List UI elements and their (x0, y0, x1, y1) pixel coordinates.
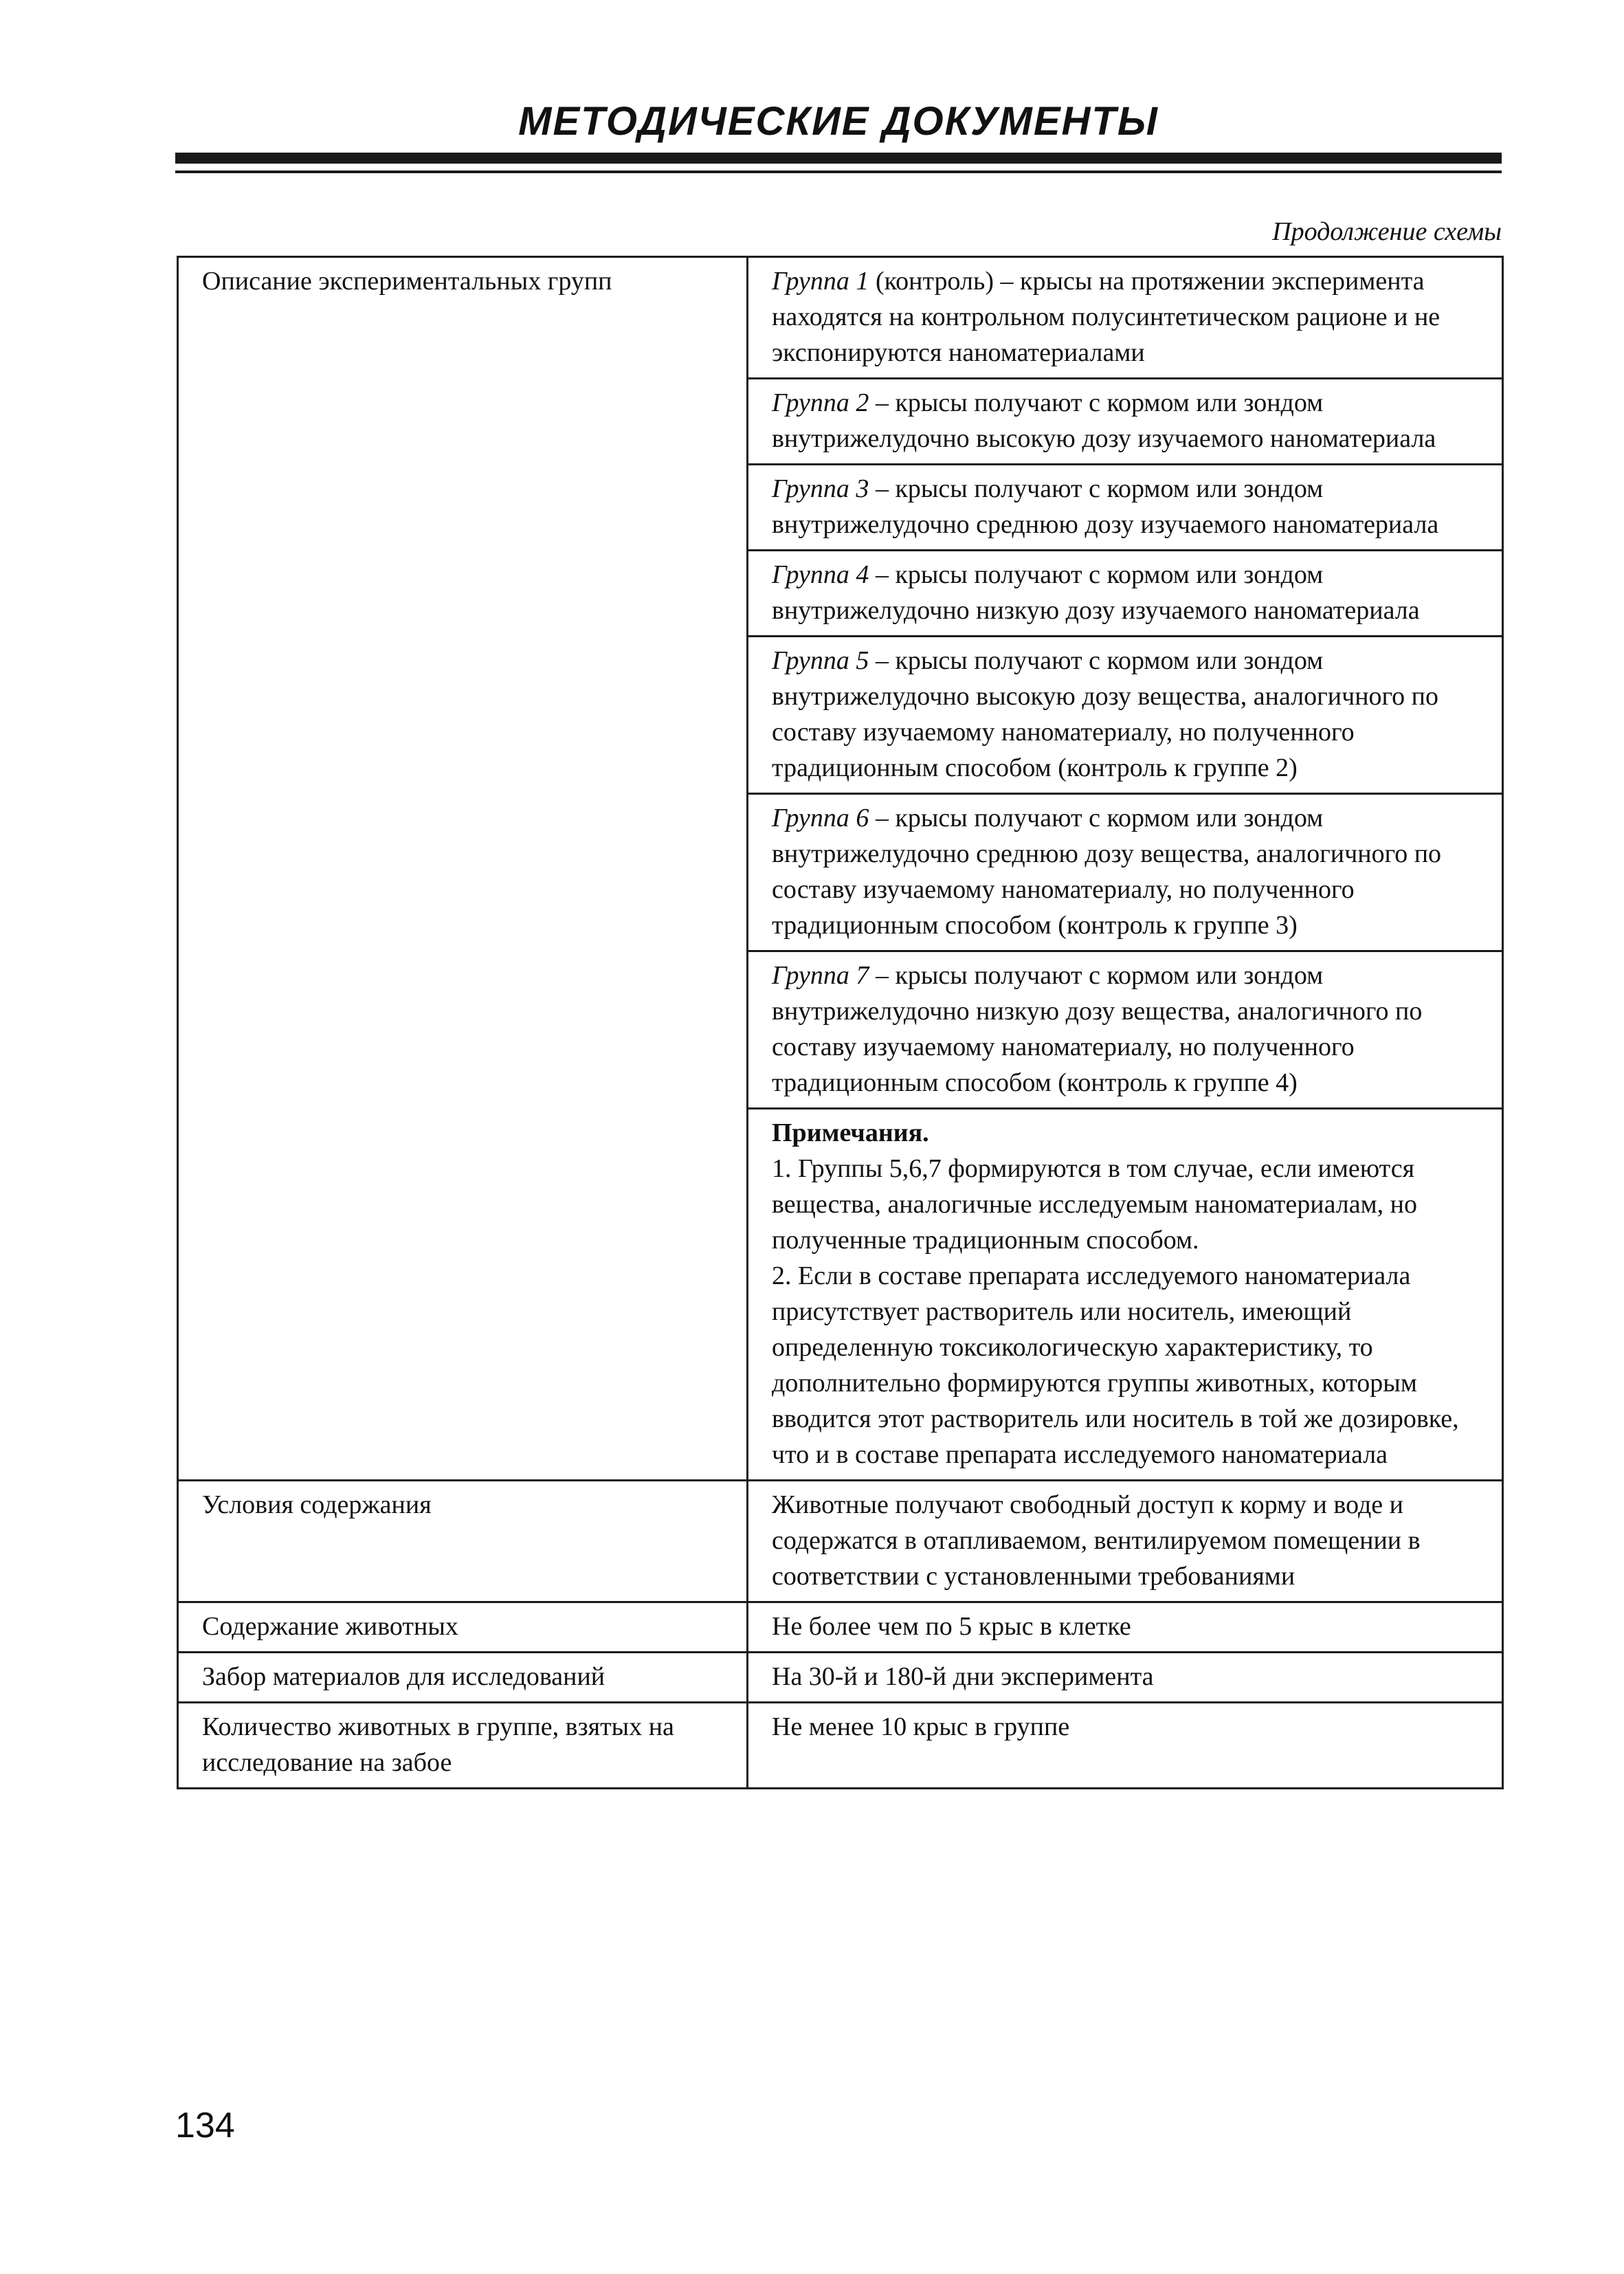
group-description: (контроль) – крысы на протяжении эксперимента находятся на контрольном полусинтетическом рационе и не экспонируются наноматериалами (772, 267, 1441, 367)
table-row (178, 257, 1503, 379)
note-item: 1. Группы 5,6,7 формируются в том случае, если имеются вещества, аналогичные исследуемым наноматериалам, но полученные традиционным способом. (772, 1154, 1417, 1255)
group-name: Группа 6 (772, 804, 869, 832)
group-name: Группа 2 (772, 388, 869, 417)
group-cell (748, 551, 1503, 637)
group-description: – крысы получают с кормом или зондом внутрижелудочно среднюю дозу вещества, аналогичного по составу изучаемому наноматериалу, но полученного традиционным способом (контроль к группе 3) (772, 804, 1442, 940)
row-value: Не менее 10 крыс в группе (748, 1703, 1503, 1789)
group-name: Группа 3 (772, 474, 869, 503)
table-row (178, 1653, 1503, 1703)
table-row (178, 1602, 1503, 1653)
row-label-groups: Описание экспериментальных групп (178, 257, 748, 1481)
page-header-title: МЕТОДИЧЕСКИЕ ДОКУМЕНТЫ (518, 99, 1159, 144)
continuation-caption: Продолжение схемы (1272, 217, 1502, 246)
header-rule-thin (175, 170, 1502, 173)
header-rule-thick (175, 153, 1502, 164)
group-description: – крысы получают с кормом или зондом внутрижелудочно низкую дозу вещества, аналогичного по составу изучаемому наноматериалу, но полученного традиционным способом (контроль к группе 4) (772, 961, 1423, 1097)
group-description: – крысы получают с кормом или зондом внутрижелудочно высокую дозу изучаемого наноматериала (772, 388, 1436, 453)
group-description: – крысы получают с кормом или зондом внутрижелудочно среднюю дозу изучаемого наноматериала (772, 474, 1439, 539)
row-label: Содержание животных (178, 1602, 748, 1653)
row-label: Условия содержания (178, 1481, 748, 1602)
group-name: Группа 7 (772, 961, 869, 990)
row-label: Забор материалов для исследований (178, 1653, 748, 1703)
group-name: Группа 5 (772, 646, 869, 675)
table-row (178, 1703, 1503, 1789)
group-description: – крысы получают с кормом или зондом внутрижелудочно высокую дозу вещества, аналогичного по составу изучаемому наноматериалу, но полученного традиционным способом (контроль к группе 2) (772, 646, 1439, 782)
row-value: Не более чем по 5 крыс в клетке (748, 1602, 1503, 1653)
notes-title: Примечания. (772, 1118, 929, 1147)
group-cell (748, 951, 1503, 1109)
note-item: 2. Если в составе препарата исследуемого наноматериала присутствует растворитель или носитель, имеющий определенную токсикологическую характеристику, то дополнительно формируются группы животных, которым вводится этот растворитель или носитель в той же дозировке, что и в составе препарата исследуемого наноматериала (772, 1261, 1459, 1469)
group-cell (748, 465, 1503, 551)
page-number: 134 (175, 2106, 235, 2145)
group-name: Группа 1 (772, 267, 869, 296)
group-cell (748, 637, 1503, 794)
table-row (178, 1481, 1503, 1602)
row-label: Количество животных в группе, взятых на исследование на забое (178, 1703, 748, 1789)
row-value: На 30-й и 180-й дни эксперимента (748, 1653, 1503, 1703)
group-cell (748, 794, 1503, 951)
group-name: Группа 4 (772, 560, 869, 589)
scheme-table (177, 256, 1504, 1789)
group-description: – крысы получают с кормом или зондом внутрижелудочно низкую дозу изучаемого наноматериала (772, 560, 1420, 625)
group-cell (748, 379, 1503, 465)
group-cell (748, 257, 1503, 379)
notes-cell (748, 1109, 1503, 1481)
row-value: Животные получают свободный доступ к корму и воде и содержатся в отапливаемом, вентилируемом помещении в соответствии с установленными требованиями (748, 1481, 1503, 1602)
